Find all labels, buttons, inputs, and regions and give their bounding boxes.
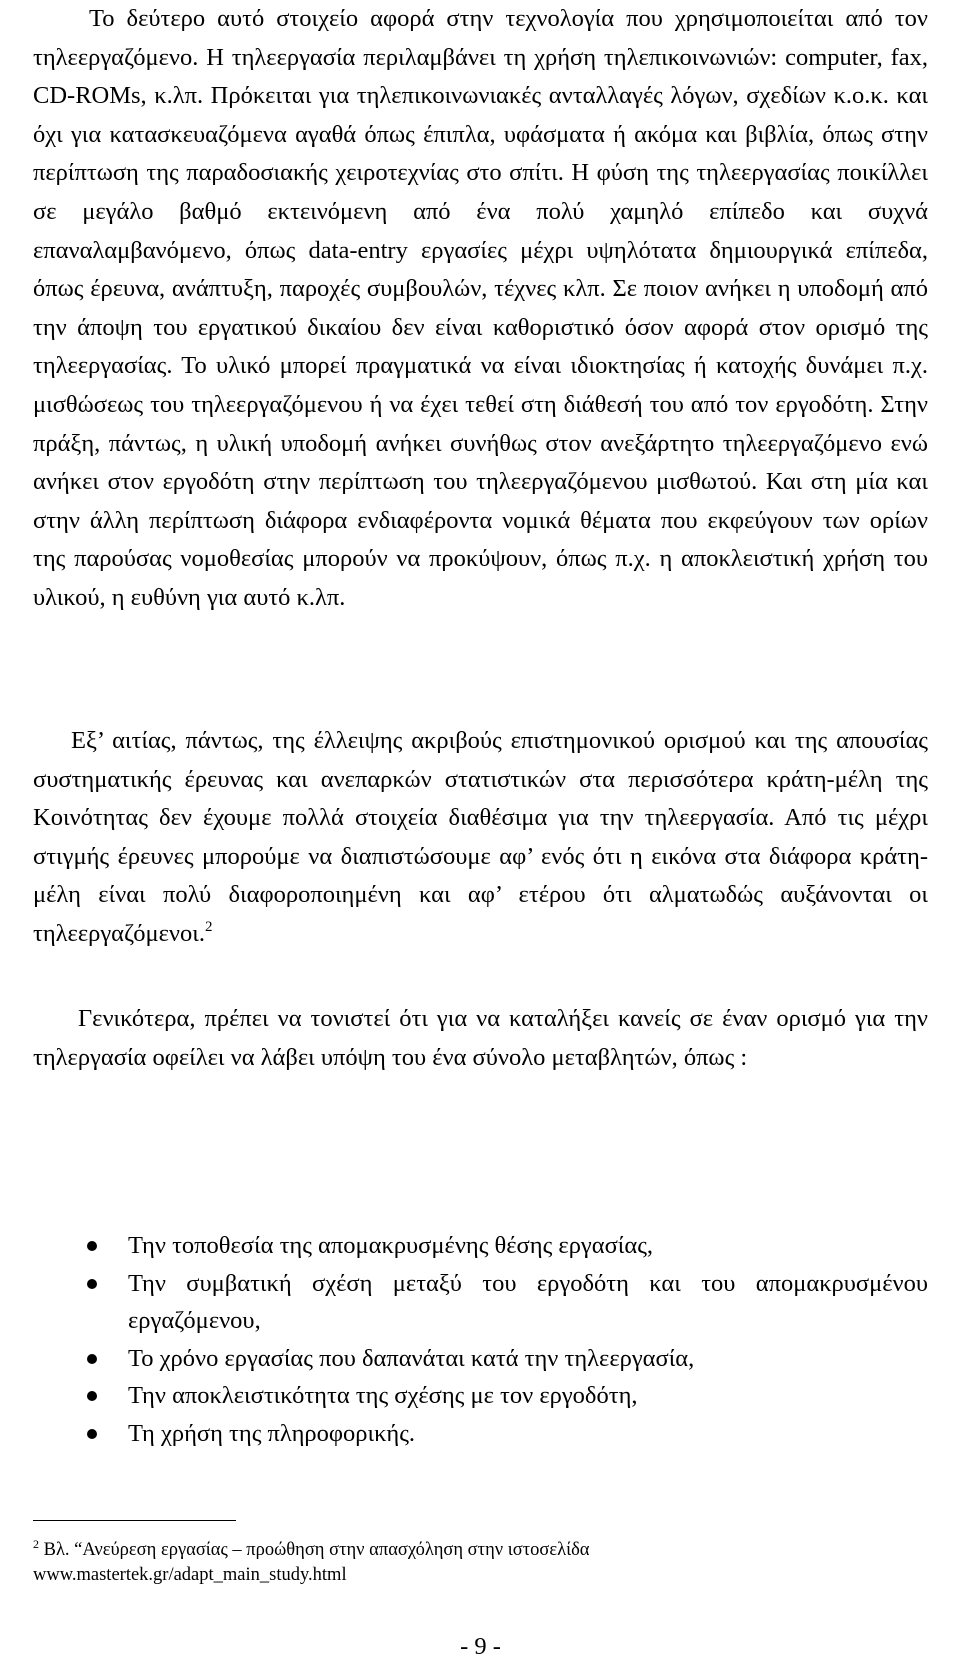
bullet-icon [87,1354,97,1364]
document-page [33,0,928,1678]
page-number: - 9 - [460,1633,501,1660]
footnote-line [33,1538,928,1563]
list-item-text: Το χρόνο εργασίας που δαπανάται κατά την τηλεεργασία, [128,1344,695,1372]
paragraph-telework-statistics-text: Εξ’ αιτίας, πάντως, της έλλειψης ακριβούς επιστημονικού ορισμού και της απουσίας συστηματικής έρευνας και ανεπαρκών στατιστικών στα περισσότερα κράτη-μέλη της Κοινότητας δεν έχουμε πολλά στοιχεία διαθέσιμα για την τηλεεργασία. Από τις μέχρι στιγμής έρευνες μπορούμε να διαπιστώσουμε αφ’ ενός ότι η εικόνα στα διάφορα κράτη-μέλη είναι πολύ διαφοροποιημένη και αφ’ ετέρου ότι αλματωδώς αυξάνονται οι τηλεεργαζόμενοι. [33,727,928,947]
bullet-icon [87,1279,97,1289]
list-item-text: Την συμβατική σχέση μεταξύ του εργοδότη και του απομακρυσμένου εργαζόμενου, [128,1269,928,1334]
footnote-separator [33,1520,236,1521]
bullet-icon [87,1241,97,1251]
paragraph-telework-statistics [33,722,928,954]
list-item [33,1340,928,1378]
bullet-icon [87,1391,97,1401]
list-item [33,1265,928,1340]
list-item [33,1227,928,1265]
footnote-marker: 2 [33,1537,39,1551]
footnote-reference[interactable]: 2 [204,918,213,935]
variables-bullet-list [33,1227,928,1452]
list-item [33,1415,928,1453]
footnote-url[interactable]: www.mastertek.gr/adapt_main_study.html [33,1565,347,1585]
footnote [33,1538,928,1588]
list-item-text: Την αποκλειστικότητα της σχέσης με τον εργοδότη, [128,1382,638,1409]
list-item-text: Τη χρήση της πληροφορικής. [128,1419,416,1447]
footnote-text: Βλ. “Ανεύρεση εργασίας – προώθηση στην απασχόληση στην ιστοσελίδα [39,1540,590,1560]
list-item-text: Την τοποθεσία της απομακρυσμένης θέσης εργασίας, [128,1232,654,1259]
paragraph-telework-technology: Το δεύτερο αυτό στοιχείο αφορά στην τεχνολογία που χρησιμοποιείται από τον τηλεεργαζόμενο. Η τηλεεργασία περιλαμβάνει τη χρήση τηλεπικοινωνιών: computer, fax, CD-ROMs, κ.λπ. Πρόκειται για τηλεπικοινωνιακές ανταλλαγές λόγων, σχεδίων κ.ο.κ. και όχι για κατασκευαζόμενα αγαθά όπως έπιπλα, υφάσματα ή ακόμα και βιβλία, όπως στην περίπτωση της παραδοσιακής χειροτεχνίας στο σπίτι. Η φύση της τηλεεργασίας ποικίλλει σε μεγάλο βαθμό εκτεινόμενη από ένα πολύ χαμηλό επίπεδο και συχνά επαναλαμβανόμενο, όπως data-entry εργασίες μέχρι υψηλότατα δημιουργικά επίπεδα, όπως έρευνα, ανάπτυξη, παροχές συμβουλών, τέχνες κλπ. Σε ποιον ανήκει η υποδομή από την άποψη του εργατικού δικαίου δεν είναι καθοριστικό όσον αφορά στον ορισμό της τηλεεργασίας. Το υλικό μπορεί πραγματικά να είναι ιδιοκτησίας ή κατοχής δυνάμει π.χ. μισθώσεως του τηλεεργαζόμενου ή να έχει τεθεί στη διάθεσή του από τον εργοδότη. Στην πράξη, πάντως, η υλική υποδομή ανήκει συνήθως στον ανεξάρτητο τηλεεργαζόμενο ενώ ανήκει στον εργοδότη στην περίπτωση του τηλεεργαζόμενου μισθωτού. Και στη μία και στην άλλη περίπτωση διάφορα ενδιαφέροντα νομικά θέματα που εκφεύγουν των ορίων της παρούσας νομοθεσίας μπορούν να προκύψουν, όπως π.χ. η αποκλειστική χρήση του υλικού, η ευθύνη για αυτό κ.λπ. [33,5,928,611]
bullet-icon [87,1429,97,1439]
paragraph-definition-variables: Γενικότερα, πρέπει να τονιστεί ότι για να καταλήξει κανείς σε έναν ορισμό για την τηλεργασία οφείλει να λάβει υπόψη του ένα σύνολο μεταβλητών, όπως : [33,1005,928,1071]
list-item [33,1377,928,1415]
